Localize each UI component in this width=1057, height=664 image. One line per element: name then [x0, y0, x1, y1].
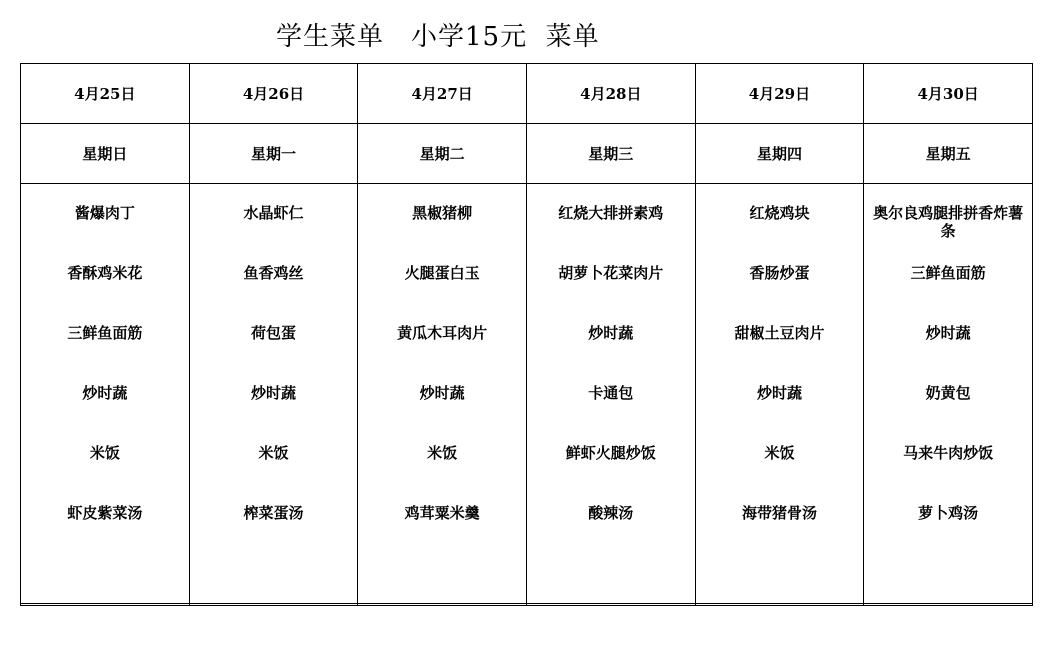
- dish-name: 黄瓜木耳肉片: [397, 324, 488, 342]
- dish-item: [194, 376, 354, 436]
- dish-name: 黑椒猪柳: [412, 204, 473, 222]
- dish-list: [527, 184, 695, 556]
- dish-name: 三鲜鱼面筋: [67, 324, 143, 342]
- dish-item: [700, 256, 860, 316]
- dish-name: 鱼香鸡丝: [243, 264, 304, 282]
- dish-name: 火腿蛋白玉: [404, 264, 480, 282]
- dish-item: [531, 496, 691, 556]
- dish-item: [362, 196, 522, 256]
- date-cell: 4月30日: [864, 64, 1033, 124]
- dish-item: [531, 256, 691, 316]
- dish-name: 卡通包: [588, 384, 634, 402]
- dish-name: 米饭: [764, 444, 795, 462]
- dishes-cell: [526, 184, 695, 606]
- weekday-cell: 星期四: [695, 124, 864, 184]
- dish-item: [25, 316, 185, 376]
- dish-name: 鲜虾火腿炒饭: [565, 444, 656, 462]
- page-title: 学生菜单 小学15元 菜单: [276, 22, 600, 52]
- dish-item: [362, 436, 522, 496]
- dish-item: [531, 376, 691, 436]
- dish-name: 炒时蔬: [588, 324, 634, 342]
- dish-item: [362, 376, 522, 436]
- date-row: [21, 64, 1033, 124]
- dish-item: [531, 436, 691, 496]
- dish-name: 奥尔良鸡腿排拼香炸薯条: [873, 204, 1024, 240]
- weekday-row: [21, 124, 1033, 184]
- dish-name: 炒时蔬: [925, 324, 971, 342]
- dish-item: [700, 496, 860, 556]
- dish-item: [194, 436, 354, 496]
- dish-name: 米饭: [427, 444, 458, 462]
- dish-item: [700, 376, 860, 436]
- dish-name: 炒时蔬: [419, 384, 465, 402]
- dish-item: [700, 316, 860, 376]
- dish-item: [531, 316, 691, 376]
- dish-name: 虾皮紫菜汤: [67, 504, 143, 522]
- dish-list: [21, 184, 189, 556]
- date-cell: 4月25日: [21, 64, 190, 124]
- dish-name: 米饭: [258, 444, 289, 462]
- date-cell: 4月27日: [358, 64, 527, 124]
- dish-item: [194, 496, 354, 556]
- dishes-cell: [358, 184, 527, 606]
- weekday-cell: 星期五: [864, 124, 1033, 184]
- dishes-cell: [695, 184, 864, 606]
- dish-name: 炒时蔬: [82, 384, 128, 402]
- dish-item: [868, 316, 1028, 376]
- dish-item: [25, 436, 185, 496]
- dish-name: 鸡茸粟米羹: [404, 504, 480, 522]
- dish-name: 酸辣汤: [588, 504, 634, 522]
- dish-item: [700, 196, 860, 256]
- dish-name: 奶黄包: [925, 384, 971, 402]
- dish-item: [194, 316, 354, 376]
- dish-item: [868, 496, 1028, 556]
- dish-item: [25, 196, 185, 256]
- dish-item: [868, 196, 1028, 256]
- dish-item: [25, 256, 185, 316]
- dish-list: [190, 184, 358, 556]
- date-cell: 4月28日: [526, 64, 695, 124]
- dish-name: 酱爆肉丁: [74, 204, 135, 222]
- dish-name: 米饭: [89, 444, 120, 462]
- dish-item: [194, 256, 354, 316]
- weekday-cell: 星期日: [21, 124, 190, 184]
- dish-name: 炒时蔬: [756, 384, 802, 402]
- dish-name: 红烧鸡块: [749, 204, 810, 222]
- dish-name: 水晶虾仁: [243, 204, 304, 222]
- dish-name: 荷包蛋: [250, 324, 296, 342]
- dish-item: [194, 196, 354, 256]
- dish-list: [864, 184, 1032, 556]
- weekday-cell: 星期一: [189, 124, 358, 184]
- dish-name: 海带猪骨汤: [741, 504, 817, 522]
- dish-item: [868, 256, 1028, 316]
- dish-item: [700, 436, 860, 496]
- date-cell: 4月26日: [189, 64, 358, 124]
- dish-item: [868, 376, 1028, 436]
- dish-name: 三鲜鱼面筋: [910, 264, 986, 282]
- dish-item: [362, 256, 522, 316]
- dish-name: 炒时蔬: [250, 384, 296, 402]
- dish-item: [25, 496, 185, 556]
- dishes-cell: [189, 184, 358, 606]
- dish-item: [868, 436, 1028, 496]
- dish-name: 香酥鸡米花: [67, 264, 143, 282]
- dishes-row: [21, 184, 1033, 606]
- dishes-cell: [864, 184, 1033, 606]
- menu-grid: [20, 63, 1033, 606]
- dish-name: 香肠炒蛋: [749, 264, 810, 282]
- dish-name: 甜椒土豆肉片: [734, 324, 825, 342]
- dish-name: 萝卜鸡汤: [918, 504, 979, 522]
- date-cell: 4月29日: [695, 64, 864, 124]
- dish-name: 马来牛肉炒饭: [903, 444, 994, 462]
- dish-list: [358, 184, 526, 556]
- dish-item: [531, 196, 691, 256]
- dish-name: 榨菜蛋汤: [243, 504, 304, 522]
- dish-item: [362, 496, 522, 556]
- dishes-cell: [21, 184, 190, 606]
- weekday-cell: 星期二: [358, 124, 527, 184]
- dish-list: [696, 184, 864, 556]
- dish-name: 胡萝卜花菜肉片: [558, 264, 664, 282]
- dish-name: 红烧大排拼素鸡: [558, 204, 664, 222]
- menu-table: [20, 63, 1033, 604]
- weekday-cell: 星期三: [526, 124, 695, 184]
- dish-item: [25, 376, 185, 436]
- dish-item: [362, 316, 522, 376]
